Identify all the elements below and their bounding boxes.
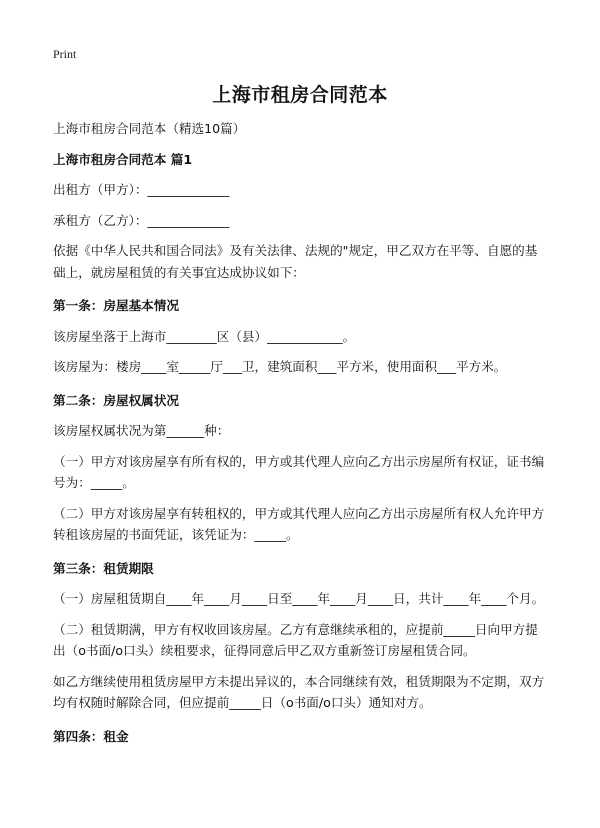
print-link[interactable]: Print bbox=[53, 47, 77, 61]
document-title: 上海市租房合同范本 bbox=[212, 84, 388, 106]
lessee-line: 承租方（乙方）：_____________ bbox=[53, 212, 230, 228]
document-subtitle: 上海市租房合同范本（精选10篇） bbox=[53, 121, 246, 136]
article2-ownership-type: 该房屋权属状况为第______种： bbox=[53, 423, 230, 438]
section-heading: 上海市租房合同范本 篇1 bbox=[53, 151, 193, 167]
article1-heading: 第一条：房屋基本情况 bbox=[53, 298, 179, 313]
article1-layout: 该房屋为：楼房____室_____厅___卫，建筑面积___平方米，使用面积___平方米。 bbox=[53, 359, 507, 374]
article2-clause-2: （二）甲方对该房屋享有转租权的，甲方或其代理人应向乙方出示房屋所有权人允许甲方转租该房屋的书面凭证，该凭证为：_____。 bbox=[53, 505, 545, 542]
article3-renewal: （二）租赁期满，甲方有权收回该房屋。乙方有意继续承租的，应提前_____日向甲方提出（o书面/o口头）续租要求，征得同意后甲乙双方重新签订房屋租赁合同。 bbox=[53, 621, 538, 658]
article3-continuation: 如乙方继续使用租赁房屋甲方未提出异议的，本合同继续有效，租赁期限为不定期，双方均有权随时解除合同，但应提前_____日（o书面/o口头）通知对方。 bbox=[53, 673, 545, 710]
preamble-paragraph: 依据《中华人民共和国合同法》及有关法律、法规的"规定，甲乙双方在平等、自愿的基础上，就房屋租赁的有关事宜达成协议如下： bbox=[53, 243, 538, 280]
article2-heading: 第二条：房屋权属状况 bbox=[53, 392, 179, 408]
article3-term: （一）房屋租赁期自____年____月____日至____年____月____日，共计____年____个月。 bbox=[53, 591, 545, 606]
lessor-line: 出租方（甲方）：_____________ bbox=[53, 182, 230, 197]
document-body bbox=[53, 118, 546, 747]
article1-location: 该房屋坐落于上海市________区（县）____________。 bbox=[53, 328, 356, 344]
article2-clause-1: （一）甲方对该房屋享有所有权的，甲方或其代理人应向乙方出示房屋所有权证，证书编号为：_____。 bbox=[53, 453, 545, 490]
article3-heading: 第三条：租赁期限 bbox=[53, 560, 154, 576]
article4-heading: 第四条：租金 bbox=[53, 728, 129, 744]
